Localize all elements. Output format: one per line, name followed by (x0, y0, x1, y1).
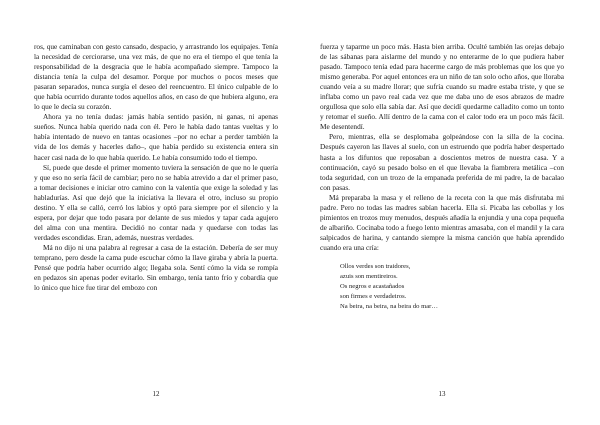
verse-line: Os negros e acastañados (340, 283, 405, 291)
right-page-text (320, 42, 564, 312)
verse-line: azuis son mentireiros. (340, 273, 398, 281)
page-number: 13 (438, 390, 446, 398)
paragraph: Sí, puede que desde el primer momento tuviera la sensación de que no le quería y que eso no sería fácil de cambiar; pero no se había atrevido a dar el primer paso, a tomar decisiones e iniciar otro camino con la valentía que exige la soledad y las habladurías. Así que dejó que la iniciativa la llevara el otro, incluso su propio destino. Y ella se calló, cerró los labios y optó para siempre por el silencio y la espera, por dejar que todo pasara por delante de sus miedos y tapar cada agujero del alma con una mentira. Decidió no contar nada y quedarse con todas las verdades escondidas. Eran, además, nuestras verdades. (34, 162, 278, 242)
paragraph: ros, que caminaban con gesto cansado, despacio, y arrastrando los equipajes. Tenía la necesidad de cerciorarse, una vez más, de que no era el tiempo el que tenía la responsabilidad de la desgracia que le había acompañado siempre. Tampoco la distancia tenía la culpa del desamor. Porque por muchos o pocos meses que pasaran separados, nunca surgía el deseo del reencuentro. El único culpable de lo que había ocurrido durante todos aquellos años, en caso de que hubiera alguno, era lo que le decía su corazón. (34, 42, 278, 112)
paragraph: Má no dijo ni una palabra al regresar a casa de la estación. Debería de ser muy temprano, pero desde la cama pude escuchar cómo la llave giraba y abría la puerta. Pensé que podría haber ocurrido algo; llegaba sola. Sentí cómo la vida se rompía en pedazos sin apenas poder evitarlo. Sin embargo, tenía tanto frío y cobardía que lo único que hice fue tirar del embozo con (34, 242, 278, 293)
page-number: 12 (152, 390, 160, 398)
verse-line: son firmes e verdadeiros. (340, 293, 407, 301)
right-page (300, 0, 600, 425)
left-page-text (34, 42, 278, 293)
song-verse (340, 262, 564, 312)
verse-line: Na beira, na beira, na beira do mar… (340, 303, 438, 311)
verse-line: Ollos verdes son traidores, (340, 262, 411, 270)
paragraph: Má preparaba la masa y el relleno de la receta con la que más disfrutaba mi padre. Pero no todas las madres sabían hacerla. Ella sí. Picaba las cebollas y los pimientos en trozos muy menudos, después añadía la enjundia y una copa pequeña de albariño. Cocinaba todo a fuego lento mientras amasaba, con el mandil y la cara salpicados de harina, y cantando siempre la misma canción que había aprendido cuando era una cría: (320, 192, 564, 252)
paragraph: Pero, mientras, ella se desplomaba golpeándose con la silla de la cocina. Después cayeron las llaves al suelo, con un estruendo que podría haber despertado hasta a los difuntos que reposaban a doscientos metros de nuestra casa. Y a continuación, cayó su pesado bolso en el que llevaba la fiambrera metálica –con toda seguridad, con un trozo de la empanada preferida de mi padre, la de bacalao con pasas. (320, 132, 564, 192)
paragraph: fuerza y taparme un poco más. Hasta bien arriba. Oculté también las orejas debajo de las sábanas para aislarme del mundo y no enterarme de lo que pudiera haber pasado. Tampoco tenía edad para hacerme cargo de más problemas que los que yo mismo generaba. Por aquel entonces era un niño de tan solo ocho años, que lloraba cuando veía a su madre llorar; que sufría cuando su madre estaba triste, y que se inflaba como un pavo real cada vez que me daba uno de esos abrazos de madre orgullosa que solo ella sabía dar. Así que decidí quedarme calladito como un tonto y retomar el sueño. Allí dentro de la cama con el calor todo era un poco más fácil. Me desentendí. (320, 42, 564, 132)
paragraph: Ahora ya no tenía dudas: jamás había sentido pasión, ni ganas, ni apenas sueños. Nunca había querido nada con él. Pero le había dado tantas vueltas y lo había intentado de nuevo en tantas ocasiones –por no echar a perder también la vida de los demás y hacerles daño–, que había perdido su existencia entera sin hacer casi nada de lo que había querido. Le había consumido todo el tiempo. (34, 112, 278, 162)
